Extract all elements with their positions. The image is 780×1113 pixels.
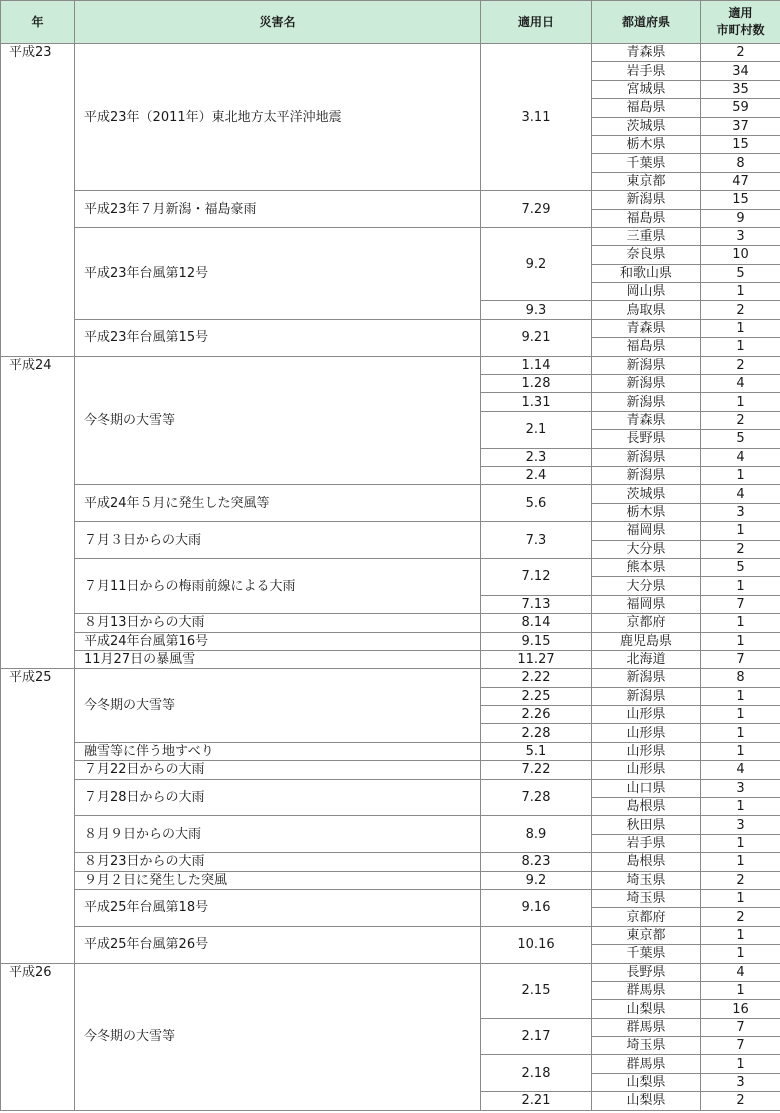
prefecture-cell: 宮城県 <box>592 80 701 98</box>
application-date-cell: 7.13 <box>481 595 592 613</box>
municipality-count-cell: 1 <box>701 1055 780 1073</box>
municipality-count-cell: 2 <box>701 1092 780 1110</box>
application-date-cell: 2.17 <box>481 1018 592 1055</box>
municipality-count-cell: 3 <box>701 816 780 834</box>
prefecture-cell: 群馬県 <box>592 1018 701 1036</box>
prefecture-cell: 新潟県 <box>592 448 701 466</box>
table-row <box>1 227 780 245</box>
table-row <box>1 742 780 760</box>
disaster-name-cell: ７月３日からの大雨 <box>75 522 481 559</box>
disaster-name-cell: 平成24年台風第16号 <box>75 632 481 650</box>
application-date-cell: 8.23 <box>481 853 592 871</box>
disaster-name-cell: 今冬期の大雪等 <box>75 356 481 485</box>
municipality-count-cell: 5 <box>701 264 780 282</box>
application-date-cell: 9.21 <box>481 319 592 356</box>
prefecture-cell: 京都府 <box>592 908 701 926</box>
municipality-count-cell: 1 <box>701 742 780 760</box>
table-row <box>1 669 780 687</box>
application-date-cell: 2.25 <box>481 687 592 705</box>
application-date-cell: 9.3 <box>481 301 592 319</box>
disaster-name-cell: 平成23年７月新潟・福島豪雨 <box>75 191 481 228</box>
table-row <box>1 356 780 374</box>
prefecture-cell: 大分県 <box>592 577 701 595</box>
application-date-cell: 1.14 <box>481 356 592 374</box>
municipality-count-cell: 4 <box>701 375 780 393</box>
application-date-cell: 7.28 <box>481 779 592 816</box>
prefecture-cell: 山梨県 <box>592 1000 701 1018</box>
disaster-name-cell: 平成25年台風第18号 <box>75 889 481 926</box>
year-cell: 平成24 <box>1 356 75 669</box>
municipality-count-cell: 35 <box>701 80 780 98</box>
header-disaster-name: 災害名 <box>75 1 481 44</box>
application-date-cell: 2.22 <box>481 669 592 687</box>
year-cell: 平成26 <box>1 963 75 1110</box>
municipality-count-cell: 2 <box>701 540 780 558</box>
municipality-count-cell: 2 <box>701 411 780 429</box>
municipality-count-cell: 5 <box>701 558 780 576</box>
table-row <box>1 926 780 944</box>
application-date-cell: 2.4 <box>481 466 592 484</box>
application-date-cell: 8.14 <box>481 614 592 632</box>
prefecture-cell: 北海道 <box>592 650 701 668</box>
municipality-count-cell: 1 <box>701 283 780 301</box>
prefecture-cell: 千葉県 <box>592 154 701 172</box>
application-date-cell: 2.26 <box>481 706 592 724</box>
disaster-name-cell: 平成23年台風第15号 <box>75 319 481 356</box>
municipality-count-cell: 2 <box>701 44 780 62</box>
municipality-count-cell: 5 <box>701 430 780 448</box>
prefecture-cell: 新潟県 <box>592 687 701 705</box>
application-date-cell: 1.31 <box>481 393 592 411</box>
year-cell: 平成23 <box>1 44 75 357</box>
disaster-name-cell: 平成25年台風第26号 <box>75 926 481 963</box>
municipality-count-cell: 1 <box>701 522 780 540</box>
prefecture-cell: 熊本県 <box>592 558 701 576</box>
prefecture-cell: 長野県 <box>592 430 701 448</box>
municipality-count-cell: 34 <box>701 62 780 80</box>
municipality-count-cell: 37 <box>701 117 780 135</box>
municipality-count-cell: 1 <box>701 687 780 705</box>
municipality-count-cell: 4 <box>701 761 780 779</box>
municipality-count-cell: 4 <box>701 963 780 981</box>
table-row <box>1 650 780 668</box>
municipality-count-cell: 1 <box>701 926 780 944</box>
prefecture-cell: 山形県 <box>592 724 701 742</box>
municipality-count-cell: 10 <box>701 246 780 264</box>
table-row <box>1 816 780 834</box>
municipality-count-cell: 3 <box>701 227 780 245</box>
prefecture-cell: 埼玉県 <box>592 889 701 907</box>
prefecture-cell: 新潟県 <box>592 191 701 209</box>
prefecture-cell: 島根県 <box>592 853 701 871</box>
disaster-name-cell: 平成23年（2011年）東北地方太平洋沖地震 <box>75 44 481 191</box>
disaster-name-cell: 11月27日の暴風雪 <box>75 650 481 668</box>
municipality-count-cell: 8 <box>701 154 780 172</box>
disaster-name-cell: 融雪等に伴う地すべり <box>75 742 481 760</box>
municipality-count-cell: 2 <box>701 908 780 926</box>
table-row <box>1 871 780 889</box>
application-date-cell: 2.18 <box>481 1055 592 1092</box>
table-row <box>1 319 780 337</box>
prefecture-cell: 群馬県 <box>592 1055 701 1073</box>
prefecture-cell: 青森県 <box>592 411 701 429</box>
disaster-name-cell: 今冬期の大雪等 <box>75 963 481 1110</box>
municipality-count-cell: 7 <box>701 1037 780 1055</box>
municipality-count-cell: 1 <box>701 614 780 632</box>
prefecture-cell: 島根県 <box>592 798 701 816</box>
municipality-count-cell: 15 <box>701 191 780 209</box>
table-row <box>1 558 780 576</box>
prefecture-cell: 山口県 <box>592 779 701 797</box>
header-row <box>1 1 780 44</box>
table-row <box>1 614 780 632</box>
municipality-count-cell: 1 <box>701 889 780 907</box>
municipality-count-cell: 1 <box>701 724 780 742</box>
municipality-count-cell: 8 <box>701 669 780 687</box>
prefecture-cell: 東京都 <box>592 926 701 944</box>
application-date-cell: 9.15 <box>481 632 592 650</box>
header-year: 年 <box>1 1 75 44</box>
table-row <box>1 191 780 209</box>
header-application-date: 適用日 <box>481 1 592 44</box>
prefecture-cell: 新潟県 <box>592 466 701 484</box>
application-date-cell: 10.16 <box>481 926 592 963</box>
prefecture-cell: 三重県 <box>592 227 701 245</box>
application-date-cell: 2.15 <box>481 963 592 1018</box>
disaster-name-cell: ８月13日からの大雨 <box>75 614 481 632</box>
table-row <box>1 632 780 650</box>
prefecture-cell: 山形県 <box>592 761 701 779</box>
municipality-count-cell: 1 <box>701 319 780 337</box>
prefecture-cell: 鹿児島県 <box>592 632 701 650</box>
table-row <box>1 44 780 62</box>
municipality-count-cell: 7 <box>701 650 780 668</box>
prefecture-cell: 鳥取県 <box>592 301 701 319</box>
application-date-cell: 3.11 <box>481 44 592 191</box>
disaster-name-cell: 今冬期の大雪等 <box>75 669 481 743</box>
municipality-count-cell: 1 <box>701 853 780 871</box>
application-date-cell: 7.3 <box>481 522 592 559</box>
prefecture-cell: 岡山県 <box>592 283 701 301</box>
municipality-count-cell: 7 <box>701 595 780 613</box>
prefecture-cell: 千葉県 <box>592 945 701 963</box>
disaster-name-cell: ７月11日からの梅雨前線による大雨 <box>75 558 481 613</box>
disaster-name-cell: ９月２日に発生した突風 <box>75 871 481 889</box>
municipality-count-cell: 9 <box>701 209 780 227</box>
application-date-cell: 8.9 <box>481 816 592 853</box>
municipality-count-cell: 7 <box>701 1018 780 1036</box>
prefecture-cell: 茨城県 <box>592 485 701 503</box>
prefecture-cell: 山梨県 <box>592 1092 701 1110</box>
municipality-count-cell: 3 <box>701 779 780 797</box>
application-date-cell: 7.29 <box>481 191 592 228</box>
prefecture-cell: 福岡県 <box>592 522 701 540</box>
application-date-cell: 9.2 <box>481 871 592 889</box>
application-date-cell: 1.28 <box>481 375 592 393</box>
application-date-cell: 5.1 <box>481 742 592 760</box>
application-date-cell: 2.1 <box>481 411 592 448</box>
application-date-cell: 7.12 <box>481 558 592 595</box>
application-date-cell: 9.2 <box>481 227 592 301</box>
prefecture-cell: 山形県 <box>592 706 701 724</box>
municipality-count-cell: 1 <box>701 466 780 484</box>
prefecture-cell: 埼玉県 <box>592 871 701 889</box>
prefecture-cell: 秋田県 <box>592 816 701 834</box>
disaster-name-cell: 平成24年５月に発生した突風等 <box>75 485 481 522</box>
header-count-line2: 市町村数 <box>716 23 765 37</box>
municipality-count-cell: 1 <box>701 338 780 356</box>
municipality-count-cell: 4 <box>701 485 780 503</box>
municipality-count-cell: 2 <box>701 356 780 374</box>
application-date-cell: 9.16 <box>481 889 592 926</box>
header-count-line1: 適用 <box>728 6 753 20</box>
disaster-name-cell: ７月22日からの大雨 <box>75 761 481 779</box>
municipality-count-cell: 4 <box>701 448 780 466</box>
table-row <box>1 963 780 981</box>
disaster-name-cell: ７月28日からの大雨 <box>75 779 481 816</box>
prefecture-cell: 群馬県 <box>592 981 701 999</box>
table-row <box>1 485 780 503</box>
prefecture-cell: 福岡県 <box>592 595 701 613</box>
header-prefecture: 都道府県 <box>592 1 701 44</box>
disaster-name-cell: ８月９日からの大雨 <box>75 816 481 853</box>
prefecture-cell: 岩手県 <box>592 62 701 80</box>
prefecture-cell: 福島県 <box>592 209 701 227</box>
application-date-cell: 11.27 <box>481 650 592 668</box>
application-date-cell: 2.3 <box>481 448 592 466</box>
prefecture-cell: 栃木県 <box>592 135 701 153</box>
municipality-count-cell: 1 <box>701 393 780 411</box>
table-row <box>1 853 780 871</box>
municipality-count-cell: 16 <box>701 1000 780 1018</box>
prefecture-cell: 京都府 <box>592 614 701 632</box>
table-row <box>1 889 780 907</box>
prefecture-cell: 新潟県 <box>592 375 701 393</box>
prefecture-cell: 奈良県 <box>592 246 701 264</box>
disaster-name-cell: 平成23年台風第12号 <box>75 227 481 319</box>
year-cell: 平成25 <box>1 669 75 963</box>
prefecture-cell: 長野県 <box>592 963 701 981</box>
municipality-count-cell: 1 <box>701 706 780 724</box>
prefecture-cell: 埼玉県 <box>592 1037 701 1055</box>
municipality-count-cell: 1 <box>701 798 780 816</box>
municipality-count-cell: 1 <box>701 632 780 650</box>
municipality-count-cell: 3 <box>701 503 780 521</box>
prefecture-cell: 新潟県 <box>592 356 701 374</box>
prefecture-cell: 和歌山県 <box>592 264 701 282</box>
application-date-cell: 7.22 <box>481 761 592 779</box>
prefecture-cell: 青森県 <box>592 44 701 62</box>
municipality-count-cell: 1 <box>701 981 780 999</box>
prefecture-cell: 青森県 <box>592 319 701 337</box>
disaster-name-cell: ８月23日からの大雨 <box>75 853 481 871</box>
prefecture-cell: 茨城県 <box>592 117 701 135</box>
table-body <box>1 44 780 1111</box>
prefecture-cell: 新潟県 <box>592 393 701 411</box>
application-date-cell: 2.21 <box>481 1092 592 1110</box>
prefecture-cell: 山形県 <box>592 742 701 760</box>
table-row <box>1 761 780 779</box>
municipality-count-cell: 3 <box>701 1073 780 1091</box>
prefecture-cell: 東京都 <box>592 172 701 190</box>
municipality-count-cell: 59 <box>701 99 780 117</box>
municipality-count-cell: 2 <box>701 301 780 319</box>
header-municipality-count <box>701 1 780 44</box>
prefecture-cell: 福島県 <box>592 99 701 117</box>
prefecture-cell: 新潟県 <box>592 669 701 687</box>
prefecture-cell: 大分県 <box>592 540 701 558</box>
table-row <box>1 779 780 797</box>
application-date-cell: 5.6 <box>481 485 592 522</box>
application-date-cell: 2.28 <box>481 724 592 742</box>
prefecture-cell: 栃木県 <box>592 503 701 521</box>
municipality-count-cell: 1 <box>701 577 780 595</box>
municipality-count-cell: 47 <box>701 172 780 190</box>
municipality-count-cell: 15 <box>701 135 780 153</box>
table-row <box>1 522 780 540</box>
prefecture-cell: 岩手県 <box>592 834 701 852</box>
municipality-count-cell: 1 <box>701 945 780 963</box>
municipality-count-cell: 2 <box>701 871 780 889</box>
prefecture-cell: 山梨県 <box>592 1073 701 1091</box>
municipality-count-cell: 1 <box>701 834 780 852</box>
prefecture-cell: 福島県 <box>592 338 701 356</box>
